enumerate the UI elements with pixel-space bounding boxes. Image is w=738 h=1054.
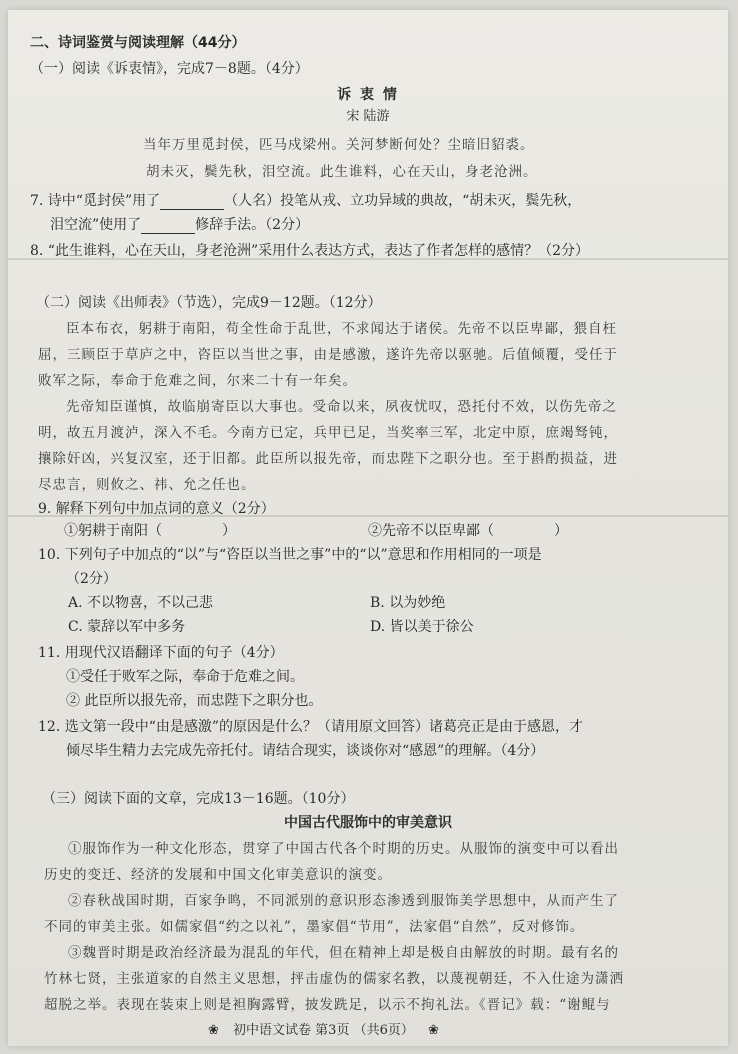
question-9-item-2: [368, 522, 568, 540]
question-7: [30, 192, 581, 210]
question-9: 9. 解释下列句中加点词的意义（2分）: [38, 501, 275, 517]
passage-line: 屈，三顾臣于草庐之中，咨臣以当世之事，由是感激，遂许先帝以驱驰。后值倾覆，受任于: [38, 347, 618, 363]
poem-line: 当年万里觅封侯，匹马戍梁州。关河梦断何处？尘暗旧貂裘。: [143, 137, 535, 153]
option-d[interactable]: D. 皆以美于徐公: [370, 619, 474, 635]
part1-heading: （一）阅读《诉衷情》，完成7－8题。（4分）: [30, 61, 309, 77]
poem-title: 诉 衷 情: [337, 87, 399, 103]
question-text: （人名）投笔从戎、立功异域的典故，“胡未灭，鬓先秋，: [224, 193, 582, 209]
option-b[interactable]: B. 以为妙绝: [370, 595, 446, 611]
question-12: 12. 选文第一段中“由是感激”的原因是什么？（请用原文回答）诸葛亮正是由于感恩，才: [38, 719, 584, 735]
article-line: ③魏晋时期是政治经济最为混乱的年代，但在精神上却是极自由解放的时期。最有名的: [68, 945, 619, 961]
passage-line: 先帝知臣谨慎，故临崩寄臣以大事也。受命以来，夙夜忧叹，恐托付不效，以伤先帝之: [66, 399, 617, 415]
article-line: ①服饰作为一种文化形态，贯穿了中国古代各个时期的历史。从服饰的演变中可以看出: [68, 841, 619, 857]
question-text: 7. 诗中“觅封侯”用了: [30, 193, 161, 209]
question-text: ①躬耕于南阳（: [64, 523, 162, 539]
passage-line: 攘除奸凶，兴复汉室，还于旧都。此臣所以报先帝，而忠陛下之职分也。至于斟酌损益，进: [38, 451, 618, 467]
question-9-item-1: [64, 522, 236, 540]
section-title: 二、诗词鉴赏与阅读理解（44分）: [30, 35, 246, 51]
article-title: 中国古代服饰中的审美意识: [284, 815, 452, 831]
article-line: 竹林七贤，主张道家的自然主义思想，抨击虚伪的儒家名教，以蔑视朝廷，不入仕途为潇洒: [44, 971, 624, 987]
question-text: ②先帝不以臣卑鄙（: [368, 523, 494, 539]
article-line: 历史的变迁、经济的发展和中国文化审美意识的演变。: [44, 867, 392, 883]
passage-line: 明，故五月渡泸，深入不毛。今南方已定，兵甲已足，当奖率三军，北定中原，庶竭驽钝，: [38, 425, 618, 441]
question-10: 10. 下列句子中加点的“以”与“咨臣以当世之事”中的“以”意思和作用相同的一项是: [38, 547, 542, 563]
question-10-score: （2分）: [66, 571, 117, 587]
question-8: 8. “此生谁料，心在天山，身老沧洲”采用什么表达方式，表达了作者怎样的感情？（2分）: [30, 243, 590, 259]
passage-line: 败军之际，奉命于危难之间，尔来二十有一年矣。: [38, 373, 357, 389]
passage-line: 臣本布衣，躬耕于南阳，苟全性命于乱世，不求闻达于诸侯。先帝不以臣卑鄙，猥自枉: [66, 321, 617, 337]
flower-icon: ❀: [428, 1023, 439, 1038]
poem-line: 胡未灭，鬓先秋，泪空流。此生谁料，心在天山，身老沧洲。: [146, 164, 538, 180]
part2-heading: （二）阅读《出师表》（节选），完成9－12题。（12分）: [36, 295, 382, 311]
page-footer: [208, 1022, 439, 1040]
question-11-item-1: ①受任于败军之际，奉命于危难之间。: [66, 669, 304, 685]
passage-line: 尽忠言，则攸之、祎、允之任也。: [38, 477, 256, 493]
question-12-cont: 倾尽毕生精力去完成先帝托付。请结合现实，谈谈你对“感恩”的理解。（4分）: [66, 743, 545, 759]
question-text: 泪空流”使用了: [50, 217, 142, 233]
article-line: 不同的审美主张。如儒家倡“约之以礼”，墨家倡“节用”，法家倡“自然”，反对修饰。: [44, 919, 585, 935]
question-text: 修辞手法。（2分）: [195, 217, 310, 233]
answer-blank[interactable]: [160, 195, 224, 210]
footer-text: 初中语文试卷 第3页 （共6页）: [233, 1023, 414, 1038]
exam-page: [8, 10, 728, 1046]
question-text: ）: [222, 523, 236, 539]
question-11: 11. 用现代汉语翻译下面的句子（4分）: [38, 645, 284, 661]
flower-icon: ❀: [208, 1023, 219, 1038]
option-a[interactable]: A. 不以物喜，不以己悲: [68, 595, 214, 611]
answer-blank[interactable]: [141, 219, 195, 234]
part3-heading: （三）阅读下面的文章，完成13－16题。（10分）: [42, 791, 355, 807]
article-line: ②春秋战国时期，百家争鸣，不同派别的意识形态渗透到服饰美学思想中，从而产生了: [68, 893, 619, 909]
option-c[interactable]: C. 蒙辞以军中多务: [68, 619, 186, 635]
question-11-item-2: ② 此臣所以报先帝，而忠陛下之职分也。: [66, 693, 323, 709]
question-text: ）: [554, 523, 568, 539]
poem-author: 宋 陆游: [346, 109, 390, 124]
article-line: 超脱之举。表现在装束上则是袒胸露臂，披发跣足，以示不拘礼法。《晋记》载：“谢鲲与: [44, 997, 611, 1013]
question-7-cont: [50, 216, 309, 234]
